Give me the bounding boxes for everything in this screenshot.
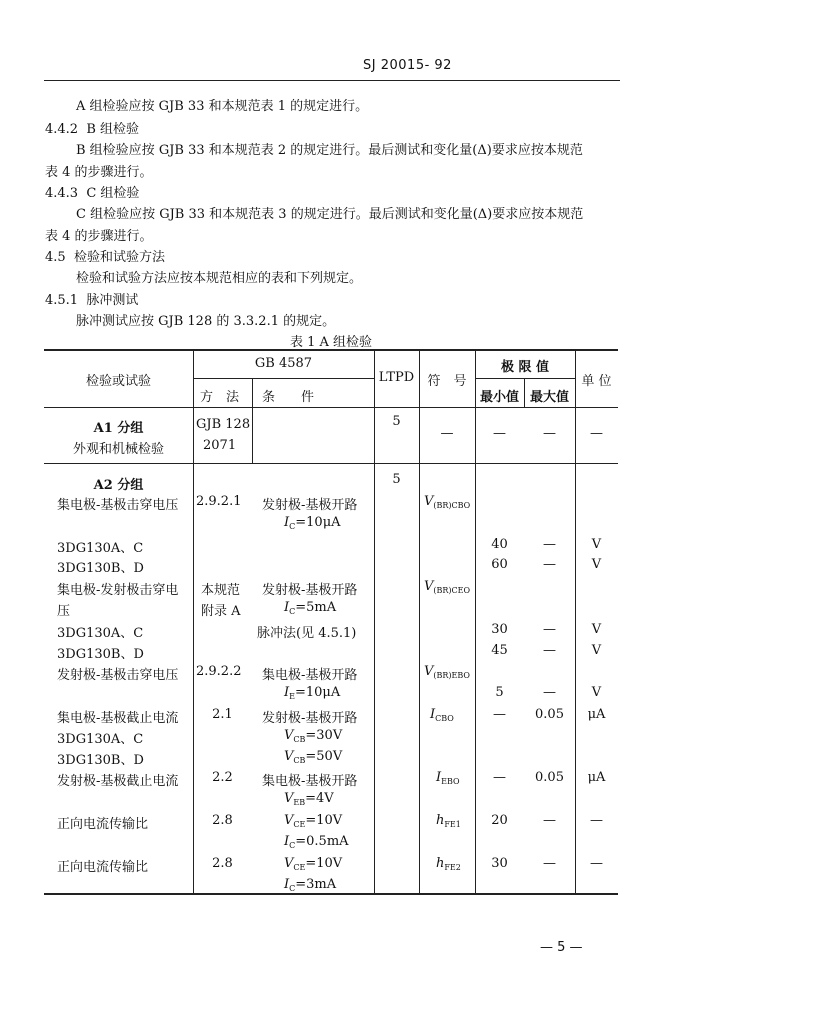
test-condition: $I_C=10\mu A$	[284, 515, 341, 531]
header-test: 检验或试验	[85, 374, 151, 389]
unit-value: —	[590, 813, 603, 828]
min-value: 30	[491, 622, 508, 637]
max-value: 0.05	[535, 707, 564, 722]
test-condition: $I_C=3mA$	[284, 877, 337, 893]
test-symbol: $V_{(BR)CEO}$	[424, 579, 471, 595]
header-rule	[44, 80, 620, 81]
device-type: 3DG130A、C	[57, 732, 144, 747]
a1-unit-dash: —	[590, 426, 603, 441]
unit-value: μA	[587, 770, 606, 785]
table-caption: 表 1 A 组检验	[289, 335, 373, 350]
test-name: 集电极-发射极击穿电	[57, 583, 179, 598]
max-value: —	[543, 856, 556, 871]
a1-ltpd: 5	[392, 414, 401, 429]
unit-value: V	[591, 622, 602, 637]
a1-max-dash: —	[543, 426, 556, 441]
unit-value: V	[591, 685, 602, 700]
unit-value: μA	[587, 707, 606, 722]
paragraph: B 组检验应按 GJB 33 和本规范表 2 的规定进行。最后测试和变化量(Δ)要求应按本规范	[76, 143, 583, 158]
header-unit: 单 位	[581, 374, 612, 389]
test-symbol: $h_{FE1}$	[436, 813, 461, 829]
min-value: 20	[491, 813, 508, 828]
max-value: —	[543, 557, 556, 572]
a1-group-label: A1 分组	[93, 421, 144, 436]
device-type: 3DG130B、D	[57, 647, 144, 662]
header-condition: 条 件	[262, 390, 315, 405]
device-type: 3DG130A、C	[57, 626, 144, 641]
test-name: 正向电流传输比	[57, 860, 149, 875]
header-limit: 极 限 值	[500, 360, 550, 375]
test-symbol: $I_{CBO}$	[430, 707, 454, 723]
test-name-continued: 压	[57, 604, 71, 619]
test-condition: 集电极-基极开路	[262, 668, 358, 683]
max-value: —	[543, 622, 556, 637]
test-name: 发射极-基极截止电流	[57, 774, 179, 789]
unit-value: —	[590, 856, 603, 871]
section-title: 检验和试验方法	[73, 250, 165, 265]
min-value: 5	[495, 685, 504, 700]
test-name: 集电极-基极击穿电压	[57, 498, 179, 513]
unit-value: V	[591, 557, 602, 572]
header-ltpd: LTPD	[378, 370, 415, 385]
paragraph: 表 4 的步骤进行。	[45, 165, 153, 180]
test-method: 2.2	[212, 770, 233, 785]
section-number: 4.4.3	[45, 186, 79, 201]
test-symbol: $V_{(BR)EBO}$	[424, 664, 470, 680]
max-value: —	[543, 685, 556, 700]
test-condition: $V_{CE}=10V$	[284, 856, 343, 872]
test-condition: $V_{CE}=10V$	[284, 813, 343, 829]
test-method: 2.1	[212, 707, 233, 722]
max-value: —	[543, 537, 556, 552]
header-method: 方 法	[200, 390, 240, 405]
min-value: —	[493, 770, 506, 785]
min-value: —	[493, 707, 506, 722]
min-value: 60	[491, 557, 508, 572]
test-method: 本规范	[201, 583, 241, 598]
test-condition: 脉冲法(见 4.5.1)	[257, 626, 357, 641]
a2-ltpd: 5	[392, 472, 401, 487]
test-condition: $V_{CB}=30V$	[284, 728, 343, 744]
document-code: SJ 20015- 92	[363, 58, 452, 73]
header-rule-limit	[475, 378, 575, 379]
test-condition: $I_C=5mA$	[284, 600, 337, 616]
section-title: 脉冲测试	[86, 293, 139, 308]
test-condition: $V_{EB}=4V$	[284, 791, 334, 807]
table-bottom-rule	[44, 893, 618, 895]
header-symbol: 符 号	[427, 374, 467, 389]
test-condition: $I_E=10\mu A$	[284, 685, 341, 701]
a1-name: 外观和机械检验	[72, 442, 164, 457]
a1-method: GJB 128	[196, 417, 251, 432]
test-condition: 发射极-基极开路	[262, 498, 358, 513]
paragraph: C 组检验应按 GJB 33 和本规范表 3 的规定进行。最后测试和变化量(Δ)要求应按本规范	[76, 207, 584, 222]
device-type: 3DG130A、C	[57, 541, 144, 556]
section-number: 4.5	[45, 250, 66, 265]
test-condition: $I_C=0.5mA$	[284, 834, 349, 850]
max-value: 0.05	[535, 770, 564, 785]
a2-group-label: A2 分组	[93, 478, 144, 493]
test-method: 2.8	[212, 813, 233, 828]
section-heading-4-5	[45, 246, 165, 265]
test-condition: $V_{CB}=50V$	[284, 749, 343, 765]
a1-min-dash: —	[493, 426, 506, 441]
device-type: 3DG130B、D	[57, 753, 144, 768]
section-number: 4.5.1	[45, 293, 79, 308]
section-heading-4-5-1	[45, 289, 138, 308]
header-rule-gb	[193, 378, 374, 379]
test-name: 集电极-基极截止电流	[57, 711, 179, 726]
min-value: 30	[491, 856, 508, 871]
header-standard: GB 4587	[254, 356, 313, 371]
page-number: — 5 —	[540, 940, 583, 955]
test-method: 2.8	[212, 856, 233, 871]
test-method: 2.9.2.1	[196, 494, 242, 509]
test-symbol: $h_{FE2}$	[436, 856, 461, 872]
paragraph: 脉冲测试应按 GJB 128 的 3.3.2.1 的规定。	[76, 314, 336, 329]
table-top-rule	[44, 349, 618, 351]
test-symbol: $V_{(BR)CBO}$	[424, 494, 471, 510]
header-min: 最小值	[479, 390, 519, 405]
test-name: 正向电流传输比	[57, 817, 149, 832]
header-bottom-rule	[44, 407, 618, 408]
section-heading-4-4-3	[45, 182, 139, 201]
test-symbol: $I_{EBO}$	[436, 770, 460, 786]
section-heading-4-4-2	[45, 118, 139, 137]
col-divider	[252, 378, 253, 463]
section-title: C 组检验	[86, 186, 140, 201]
min-value: 45	[491, 643, 508, 658]
test-condition: 集电极-基极开路	[262, 774, 358, 789]
test-condition: 发射极-基极开路	[262, 711, 358, 726]
header-max: 最大值	[529, 390, 569, 405]
max-value: —	[543, 643, 556, 658]
section-title: B 组检验	[86, 122, 140, 137]
a1-method-number: 2071	[203, 438, 237, 453]
unit-value: V	[591, 643, 602, 658]
test-condition: 发射极-基极开路	[262, 583, 358, 598]
col-divider	[374, 349, 375, 894]
paragraph: 表 4 的步骤进行。	[45, 229, 153, 244]
min-value: 40	[491, 537, 508, 552]
test-name: 发射极-基极击穿电压	[57, 668, 179, 683]
unit-value: V	[591, 537, 602, 552]
max-value: —	[543, 813, 556, 828]
a1-symbol-dash: —	[440, 426, 454, 441]
test-method-continued: 附录 A	[201, 604, 241, 619]
device-type: 3DG130B、D	[57, 561, 144, 576]
paragraph: A 组检验应按 GJB 33 和本规范表 1 的规定进行。	[76, 99, 369, 114]
test-method: 2.9.2.2	[196, 664, 242, 679]
paragraph: 检验和试验方法应按本规范相应的表和下列规定。	[76, 271, 363, 286]
section-number: 4.4.2	[45, 122, 79, 137]
a1-bottom-rule	[44, 463, 618, 464]
